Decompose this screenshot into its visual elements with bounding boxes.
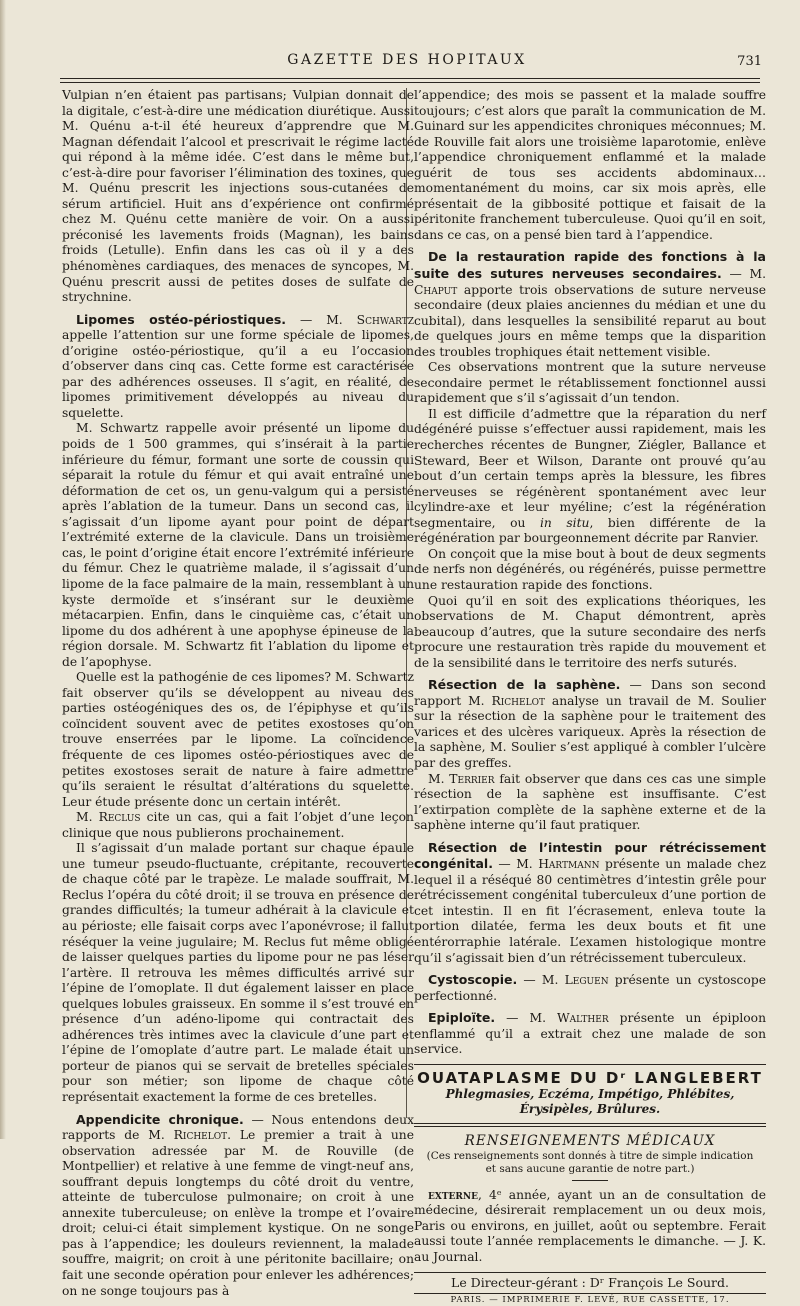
paragraph: Ces observations montrent que la suture nerveuse secondaire permet le rétablissement fonctionnel aussi rapidement que s’il s’agissait d’un tendon. [414,360,766,406]
section-note: (Ces renseignements sont donnés à titre de simple indication [426,1149,754,1162]
text: analyse un travail de M. Soulier sur la résection de la saphène pour le traitement des varices et des ulcères variqueux. Après la résection de la saphène, M. Soulier s’est appliqué à combler l’ulcère par des greffes. [414,693,766,770]
text: — M. [492,857,539,872]
text: présente un cystoscope perfectionné. [414,973,766,1003]
text: M. [76,810,99,825]
text: M. [428,771,450,786]
paragraph: l’appendice; des mois se passent et la malade souffre toujours; c’est alors que paraît la communication de M. Guinard sur les appendicites chroniques méconnues; M. de Rouville fait alors une troisième laparotomie, enlève l’appendice chroniquement enflammé et la malade guérit de tous ses accidents abdominaux… momentanément du moins, car six mois après, elle présentait de la gibbosité pottique et faisait de la péritonite franchement tuberculeuse. Quoi qu’il en soit, dans ce cas, on a pensé bien tard à l’appendice. [414,88,766,242]
section-title: RENSEIGNEMENTS MÉDICAUX [464,1132,716,1149]
section-heading: Cystoscopie. [428,972,518,988]
author-name: Chaput [414,282,458,297]
paragraph-saphene [414,677,766,771]
paragraph-cystoscopie [414,972,766,1004]
text: présente un malade chez lequel il a réséqué 80 centimètres d’intestin grêle pour rétrécissement congénital tuberculeux d’une portion de cet intestin. Il en fit l’écrasement, enleva toute la portion dilatée, ferma les deux bouts et fit une entérorraphie latérale. L’examen histologique montre qu’il s’agissait bien d’un rétrécissement tuberculeux. [414,857,766,965]
paragraph-appendicite [62,1112,414,1300]
text: . Le premier a trait à une observation adressée par M. de Rouville (de Montpellier) et relative à une femme de vingt-neuf ans, souffrant depuis longtemps du côté droit du ventre, atteinte de tuberculose pulmonaire; on croit à une annexite tuberculeuse; on enlève la trompe et l’ovaire droit; celui-ci était simplement kystique. On ne songe pas à l’appendice; les douleurs reviennent, la malade souffre, maigrit; on croit à une péritonite bacillaire; on fait une seconde opération pour enlever les adhérences; on ne songe toujours pas à [62,1128,414,1298]
text: appelle l’attention sur une forme spéciale de lipomes, d’origine ostéo-périostique, qu’il a eu l’occasion d’observer dans cinq cas. Cette forme est caractérisée par des adhérences osseuses. Il s’agit, en réalité, de lipomes primitivement développés au niveau du squelette. [62,328,414,420]
ad-rule-thin [414,1126,766,1127]
paragraph-lipomes [62,312,414,422]
paragraph: On conçoit que la mise bout à bout de deux segments de nerfs non dégénérés, ou régénérés, puisse permettre une restauration rapide des fonctions. [414,546,766,592]
text: — M. [721,267,766,282]
page-edge [0,0,6,1139]
author-name: Hartmann [538,857,600,872]
author-name: Richelot [491,693,545,708]
header-rule [60,78,760,79]
header-rule-thin [60,82,760,83]
text: fait observer que dans ces cas une simple résection de la saphène est insuffisante. C’est l’extirpation complète de la saphène externe et de la saphène interne qu’il faut pratiquer. [414,771,766,833]
short-rule [572,1180,608,1181]
paragraph: Il s’agissait d’un malade portant sur chaque épaule une tumeur pseudo-fluctuante, crépitante, recouverte de chaque côté par le trapèze. Le malade souffrait, M. Reclus l’opéra du côté droit; il se trouva en présence de grandes difficultés; la tumeur adhérait à la clavicule et au périoste; elle faisait corps avec l’aponévrose; il fallut réséquer la veine jugulaire; M. Reclus fut même obligé de laisser quelques parties du lipome pour ne pas léser l’artère. Il retrouva les mêmes difficultés arrivé sur l’épine de l’omoplate. Il dut également laisser en place quelques lobules graisseux. En somme il s’est trouvé en présence d’un adéno-lipome qui contractait des adhérences très intimes avec la clavicule d’une part et l’épine de l’omoplate d’autre part. Le malade était un porteur de pianos qui se servait de bretelles spéciales pour son métier; son lipome de chaque côté représentait exactement la forme de ces bretelles. [62,841,414,1104]
advertisement-subtitle: Phlegmasies, Eczéma, Impétigo, Phlébites, Érysipèles, Brûlures. [445,1086,735,1116]
section-heading: Résection de l’intestin pour rétrécissement congénital. [414,839,766,872]
text: — M. [286,312,357,327]
paragraph-reclus [62,810,414,841]
text: — Nous entendons deux rapports de M. [62,1112,414,1143]
section-heading: Résection de la saphène. [428,677,621,693]
right-column [414,88,766,1306]
author-name: Terrier [449,771,495,786]
paragraph-intestin [414,840,766,966]
author-name: Walther [557,1011,609,1026]
ad-rule [414,1064,766,1065]
section-heading: Epiploïte. [428,1010,496,1026]
page-header [52,52,762,74]
advertisement-title: OUATAPLASME DU Dʳ LANGLEBERT [417,1068,763,1087]
text: Il est difficile d’admettre que la réparation du nerf dégénéré puisse s’effectuer aussi rapidement, mais les recherches récentes de Bungner, Ziégler, Ballance et Steward, Beer et Wilson, Darante ont prouvé qu’au bout d’un certain temps après la blessure, les fibres nerveuses se régénèrent spontanément avec leur cylindre-axe et leur myéline; c’est la régénération segmentaire, ou [414,406,766,530]
paragraph: Quoi qu’il en soit des explications théoriques, les observations de M. Chaput démontrent, après beaucoup d’autres, que la suture secondaire des nerfs procure une restauration très rapide du mouvement et de la sensibilité dans le territoire des nerfs suturés. [414,593,766,670]
italic-term: in situ [539,515,590,530]
paragraph: M. Schwartz rappelle avoir présenté un lipome du poids de 1 500 grammes, qui s’insérait à la partie inférieure du fémur, formant une sorte de coussin qui séparait la rotule du fémur et qui avait entraîné une déformation de cet os, un genu-valgum qui a persisté après l’ablation de la tumeur. Dans un second cas, il s’agissait d’un lipome ayant pour point de départ l’extrémité externe de la clavicule. Dans un troisième cas, le point d’origine était encore l’extrémité inférieure du fémur. Chez le quatrième malade, il s’agissait d’un lipome de la face palmaire de la main, ressemblant à un kyste dermoïde et s’insérant sur le deuxième métacarpien. Enfin, dans le cinquième cas, c’était un lipome du dos adhérent à une apophyse épineuse de la région dorsale. M. Schwartz fit l’ablation du lipome et de l’apophyse. [62,421,414,669]
text: cite un cas, qui a fait l’objet d’une leçon clinique que nous publierons prochainement. [62,810,414,840]
ad-rule [414,1123,766,1124]
director-line: Le Directeur-gérant : Dʳ François Le Sourd. [451,1274,729,1290]
paragraph-regeneration [414,407,766,547]
paragraph: Quelle est la pathogénie de ces lipomes? M. Schwartz fait observer qu’ils se développent au niveau des parties ostéogéniques des os, de l’épiphyse et qu’ils coïncident souvent avec de petites exostoses qu’on trouve enserrées par le lipome. La coïncidence fréquente de ces lipomes ostéo-périostiques avec de petites exostoses serait de nature à faire admettre qu’ils seraient le résultat d’altérations du squelette. Leur étude présente donc un certain intérêt. [62,670,414,809]
author-name: Richelot [173,1128,228,1143]
left-column [62,88,414,1299]
text: — M. [495,1011,558,1026]
text: , 4ᵉ année, ayant un an de consultation de médecine, désirerait remplacement un ou deux mois, Paris ou environs, en juillet, août ou septembre. Ferait aussi toute l’année remplacements le dimanche. — J. K. au Journal. [414,1187,766,1264]
journal-title: GAZETTE DES HOPITAUX [287,52,527,68]
paragraph-restauration [414,249,766,360]
author-name: Leguen [564,973,609,988]
classified-keyword: externe [428,1186,478,1202]
section-note: et sans aucune garantie de notre part.) [485,1162,695,1175]
author-name: Reclus [98,810,141,825]
paragraph-epiploite [414,1010,766,1058]
printer-imprint: PARIS. — IMPRIMERIE F. LEVÉ, RUE CASSETTE, 17. [450,1294,730,1305]
text: — M. [517,973,565,988]
classified-ad [414,1187,766,1266]
text: apporte trois observations de suture nerveuse secondaire (deux plaies anciennes du médian et une du cubital), dans lesquelles la sensibilité reparut au bout de quelques jours en même temps que la disparition des troubles trophiques était nettement visible. [414,282,766,359]
paragraph-terrier [414,772,766,834]
section-heading: De la restauration rapide des fonctions à la suite des sutures nerveuses secondaires. [414,249,766,282]
text: — Dans son second rapport M. [414,678,766,708]
section-heading: Lipomes ostéo-périostiques. [76,311,287,327]
page-number: 731 [737,54,762,69]
paragraph: Vulpian n’en étaient pas partisans; Vulpian donnait de la digitale, c’est-à-dire une médication diurétique. Aussi M. Quénu a-t-il été heureux d’apprendre que M. Magnan défendait l’alcool et prescrivait le régime lacté qui répond à la même idée. C’est dans le même but, c’est-à-dire pour favoriser l’élimination des toxines, que M. Quénu prescrit les injections sous-cutanées de sérum artificiel. Huit ans d’expérience ont confirmé chez M. Quénu cette manière de voir. On a aussi préconisé les lavements froids (Magnan), les bains froids (Letulle). Enfin dans les cas où il y a des phénomènes cardiaques, des menaces de syncopes, M. Quénu prescrit aussi de petites doses de sulfate de strychnine. [62,88,414,305]
text: présente un épiploon enflammé qu’il a extrait chez une malade de son service. [414,1011,766,1057]
author-name: Schwartz [356,312,414,327]
text: , bien différente de la régénération par bourgeonnement décrite par Ranvier. [414,515,766,546]
section-heading: Appendicite chronique. [76,1111,244,1127]
footer-rule [414,1272,766,1273]
